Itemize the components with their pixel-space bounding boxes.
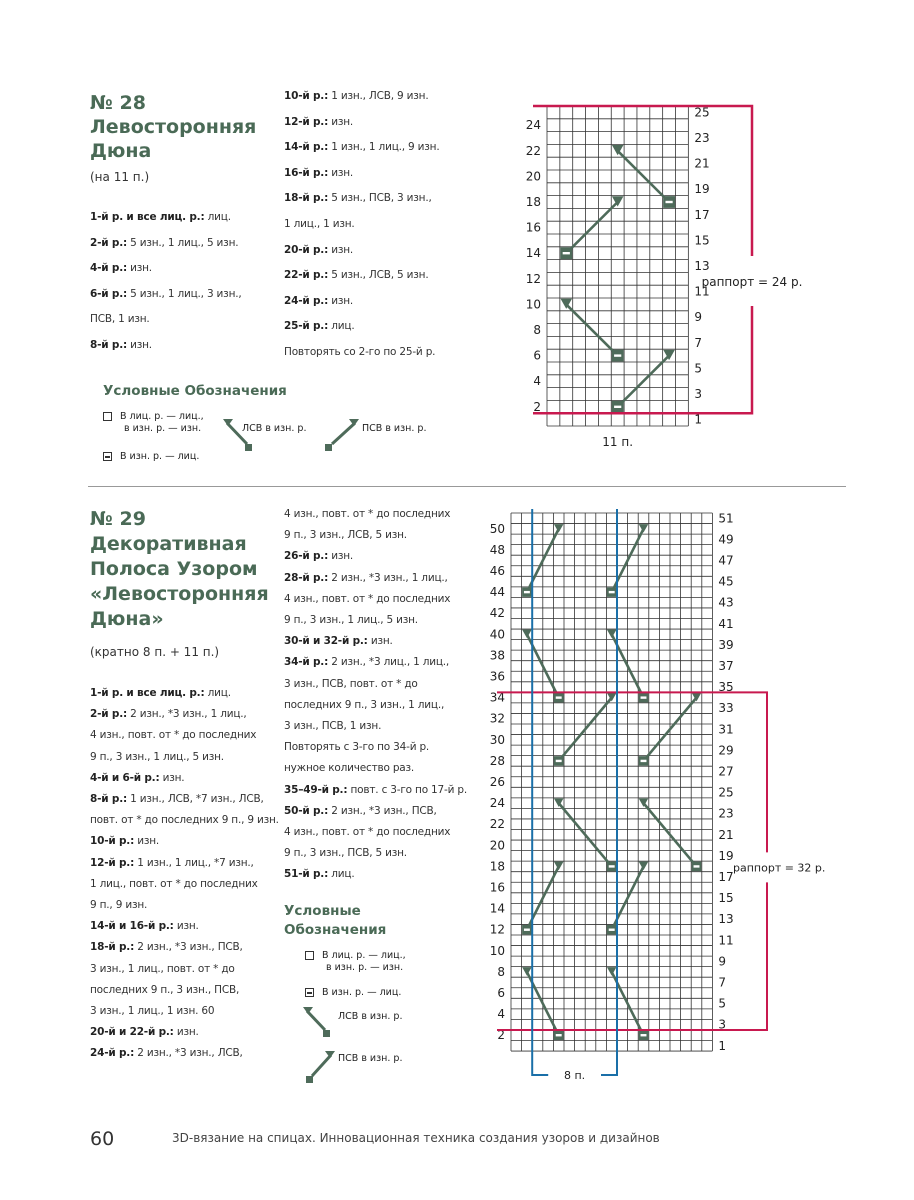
lsv-symbol-icon <box>302 1006 338 1042</box>
pattern-28-title-line1: Левосторонняя <box>90 116 257 138</box>
section-divider <box>88 486 846 487</box>
minus-mark-icon <box>563 252 570 254</box>
row-number-left: 6 <box>533 348 541 363</box>
row-number-left: 22 <box>489 817 505 832</box>
row-number-right: 5 <box>694 361 702 376</box>
row-text: ПСВ, 1 изн. <box>90 313 150 326</box>
row-label: 18-й р.: <box>284 192 329 205</box>
psv-twist-line <box>566 202 617 253</box>
row-label: 4-й и 6-й р.: <box>90 771 160 784</box>
row-number-right: 25 <box>694 105 710 120</box>
psv-twist-line <box>618 356 669 407</box>
twist-triangle-icon <box>554 862 564 870</box>
repeat-bracket-bottom <box>533 306 752 413</box>
row-number-left: 16 <box>489 880 505 895</box>
row-text: изн. <box>159 771 185 784</box>
row-number-left: 8 <box>497 964 505 979</box>
row-text: 2 изн., *3 изн., 1 лиц., <box>328 571 448 584</box>
repeat-label: раппорт = 24 р. <box>701 275 803 289</box>
row-text: 9 п., 3 изн., 1 лиц., 5 изн. <box>90 750 224 763</box>
instruction-line <box>90 307 280 333</box>
row-number-left: 20 <box>489 838 505 853</box>
row-label: 51-й р.: <box>284 868 329 881</box>
instruction-line <box>284 631 484 652</box>
row-text: 1 лиц., 1 изн. <box>284 217 355 230</box>
row-number-right: 35 <box>718 680 734 695</box>
row-label: 35–49-й р.: <box>284 783 348 796</box>
pattern-29-subtitle: (кратно 8 п. + 11 п.) <box>90 645 220 659</box>
row-label: 16-й р.: <box>284 166 329 179</box>
row-number-right: 7 <box>694 335 702 350</box>
row-number-left: 6 <box>497 986 505 1001</box>
row-number-right: 45 <box>718 574 734 589</box>
row-number-left: 14 <box>489 901 505 916</box>
pattern-29-legend-title: Условные Обозначения <box>284 903 387 938</box>
row-number-right: 1 <box>694 412 702 427</box>
row-number-left: 4 <box>533 374 541 389</box>
row-text: изн. <box>134 835 160 848</box>
minus-mark-icon <box>614 354 621 356</box>
legend29-psv-label: ПСВ в изн. р. <box>338 1053 403 1064</box>
row-label: 12-й р.: <box>284 115 329 128</box>
row-number-right: 13 <box>718 912 734 927</box>
row-text: изн. <box>328 243 354 256</box>
row-text: 9 п., 9 изн. <box>90 899 148 912</box>
instruction-line <box>284 546 484 567</box>
instruction-line <box>90 916 285 937</box>
row-number-left: 4 <box>497 1007 505 1022</box>
row-text: 9 п., 3 изн., ЛСВ, 5 изн. <box>284 529 407 542</box>
row-number-right: 5 <box>718 996 727 1011</box>
row-number-left: 24 <box>489 796 505 811</box>
row-label: 1-й р. и все лиц. р.: <box>90 687 205 699</box>
instruction-line <box>284 843 484 864</box>
instruction-line <box>284 263 484 289</box>
instruction-line <box>284 135 484 161</box>
twist-triangle-icon <box>522 630 532 638</box>
row-label: 24-й р.: <box>90 1047 135 1060</box>
minus-mark-icon <box>609 865 615 867</box>
twist-triangle-icon <box>522 967 532 975</box>
minus-mark-icon <box>641 696 647 698</box>
row-text: изн. <box>328 166 354 179</box>
row-text: изн. <box>173 1026 199 1039</box>
row-text: последних 9 п., 3 изн., 1 лиц., <box>284 698 445 711</box>
row-number-right: 21 <box>718 827 734 842</box>
row-number-right: 51 <box>718 511 734 526</box>
row-text: 2 изн., *3 изн., 1 лиц., <box>126 708 247 721</box>
row-number-right: 41 <box>718 616 734 631</box>
row-number-right: 37 <box>718 658 734 673</box>
row-label: 34-й р.: <box>284 656 329 669</box>
pattern-28-instructions-col1 <box>90 205 280 359</box>
row-text: изн. <box>173 920 199 933</box>
instruction-line <box>90 789 285 810</box>
minus-mark-icon <box>609 591 615 593</box>
row-number-right: 9 <box>718 954 727 969</box>
instruction-line <box>284 674 484 695</box>
pattern-29-title-line2: Полоса Узором <box>90 558 258 580</box>
minus-mark-icon <box>556 696 562 698</box>
row-number-left: 2 <box>533 399 541 414</box>
row-text: последних 9 п., 3 изн., ПСВ, <box>90 983 240 996</box>
legend29-minus-square: В изн. р. — лиц. <box>305 987 401 999</box>
row-label: 12-й р.: <box>90 856 135 869</box>
instruction-line <box>284 864 484 885</box>
row-label: 10-й р.: <box>90 835 135 848</box>
row-text: 2 изн., *3 лиц., 1 лиц., <box>328 656 450 669</box>
row-label: 2-й р.: <box>90 708 127 721</box>
instruction-line <box>90 959 285 980</box>
legend-empty-square: В лиц. р. — лиц., в изн. р. — изн. <box>103 411 204 435</box>
row-text: 4 изн., повт. от * до последних <box>284 826 451 839</box>
minus-square-icon <box>103 452 112 461</box>
row-number-left: 34 <box>489 690 505 705</box>
row-text: 3 изн., 1 лиц., 1 изн. 60 <box>90 1005 215 1018</box>
row-text: изн. <box>126 262 152 275</box>
instruction-line <box>284 186 484 212</box>
row-number-right: 21 <box>694 156 710 171</box>
row-number-right: 11 <box>694 284 710 299</box>
row-text: 5 изн., ЛСВ, 5 изн. <box>328 269 429 282</box>
row-text: 3 изн., ПСВ, повт. от * до <box>284 677 418 690</box>
pattern-28-instructions-col2 <box>284 84 484 366</box>
row-text: 5 изн., 1 лиц., 3 изн., <box>126 287 242 300</box>
row-number-left: 2 <box>497 1028 505 1043</box>
pattern-29-title-line3: «Левосторонняя <box>90 583 269 605</box>
row-number-left: 16 <box>525 220 541 235</box>
row-number-left: 30 <box>489 732 505 747</box>
row-number-right: 39 <box>718 637 734 652</box>
row-number-left: 26 <box>489 775 505 790</box>
row-text: лиц. <box>328 868 355 881</box>
row-number-left: 12 <box>489 922 505 937</box>
minus-mark-icon <box>609 929 615 931</box>
row-number-left: 28 <box>489 753 505 768</box>
instruction-line <box>90 895 285 916</box>
row-label: 24-й р.: <box>284 294 329 307</box>
row-number-left: 46 <box>489 564 505 579</box>
row-text: изн. <box>328 550 354 563</box>
row-label: 10-й р.: <box>284 90 329 102</box>
row-label: 30-й и 32-й р.: <box>284 635 368 648</box>
instruction-line <box>90 874 285 895</box>
row-text: 1 изн., 1 лиц., *7 изн., <box>134 856 254 869</box>
book-title: 3D-вязание на спицах. Инновационная техника создания узоров и дизайнов <box>172 1131 660 1145</box>
row-number-left: 24 <box>525 118 541 133</box>
instruction-line <box>284 525 484 546</box>
row-label: 28-й р.: <box>284 571 329 584</box>
row-number-left: 14 <box>525 246 541 261</box>
instruction-line <box>90 747 285 768</box>
row-text: 4 изн., повт. от * до последних <box>284 508 451 520</box>
row-text: изн. <box>367 635 393 648</box>
twist-triangle-icon <box>607 630 617 638</box>
minus-mark-icon <box>641 760 647 762</box>
row-label: 8-й р.: <box>90 338 127 351</box>
row-number-right: 13 <box>694 259 710 273</box>
row-label: 25-й р.: <box>284 320 329 333</box>
psv-symbol-icon <box>302 1050 338 1086</box>
instruction-line <box>90 1022 285 1043</box>
row-number-right: 11 <box>718 933 734 948</box>
lsv-twist-line <box>566 304 617 355</box>
instruction-line <box>284 695 484 716</box>
row-number-left: 18 <box>525 195 541 209</box>
minus-square-icon <box>305 988 314 997</box>
row-number-left: 12 <box>525 271 541 286</box>
row-text: 5 изн., ПСВ, 3 изн., <box>328 192 432 205</box>
row-number-left: 32 <box>489 711 505 726</box>
row-number-right: 15 <box>718 891 734 906</box>
instruction-line <box>90 853 285 874</box>
psv-symbol-icon <box>320 418 360 454</box>
row-number-right: 3 <box>694 387 702 401</box>
instruction-line <box>90 704 285 725</box>
pattern-28-number: № 28 <box>90 92 146 114</box>
twist-triangle-icon <box>639 862 649 870</box>
row-number-right: 49 <box>718 532 734 547</box>
row-number-right: 29 <box>718 743 734 758</box>
instruction-line <box>90 980 285 1001</box>
minus-mark-icon <box>614 406 621 408</box>
row-label: 50-й р.: <box>284 804 329 817</box>
row-number-right: 23 <box>694 131 710 145</box>
minus-mark-icon <box>556 1034 562 1036</box>
legend-lsv-label: ЛСВ в изн. р. <box>242 423 307 434</box>
instruction-line <box>90 282 280 308</box>
row-label: 20-й р.: <box>284 243 329 256</box>
row-number-right: 25 <box>718 785 734 800</box>
instruction-line <box>90 231 280 257</box>
instruction-line <box>90 768 285 789</box>
row-text: 9 п., 3 изн., 1 лиц., 5 изн. <box>284 614 418 627</box>
row-number-left: 22 <box>525 143 541 158</box>
row-text: лиц. <box>204 687 231 699</box>
minus-mark-icon <box>641 1034 647 1036</box>
repeat-bracket-top <box>533 106 752 256</box>
row-label: 26-й р.: <box>284 550 329 563</box>
row-number-left: 20 <box>525 169 541 184</box>
instruction-line <box>90 683 285 704</box>
row-text: 2 изн., *3 изн., ПСВ, <box>134 941 243 954</box>
instruction-line <box>284 780 484 801</box>
row-label: 20-й и 22-й р.: <box>90 1026 174 1039</box>
row-text: изн. <box>126 338 152 351</box>
instruction-line <box>90 725 285 746</box>
row-number-right: 7 <box>718 975 727 990</box>
pattern-28-chart <box>500 95 860 455</box>
row-text: 1 изн., ЛСВ, *7 изн., ЛСВ, <box>126 793 264 806</box>
row-text: лиц. <box>328 320 355 333</box>
row-number-left: 40 <box>489 627 505 642</box>
row-number-right: 17 <box>718 869 734 884</box>
instruction-line <box>284 314 484 340</box>
pattern-29-chart <box>470 500 870 1090</box>
instruction-line <box>284 340 484 366</box>
instruction-line <box>90 205 280 231</box>
row-text: 1 изн., ЛСВ, 9 изн. <box>328 90 429 102</box>
twist-triangle-icon <box>554 524 564 532</box>
row-text: 4 изн., повт. от * до последних <box>284 592 451 605</box>
instruction-line <box>284 610 484 631</box>
row-number-right: 3 <box>718 1017 727 1032</box>
instruction-line <box>90 831 285 852</box>
pattern-29-number: № 29 <box>90 508 146 530</box>
instruction-line <box>284 758 484 779</box>
row-text: Повторять с 3-го по 34-й р. <box>284 741 430 754</box>
pattern-29-title-line1: Декоративная <box>90 533 247 555</box>
minus-mark-icon <box>665 201 672 203</box>
row-label: 18-й р.: <box>90 941 135 954</box>
row-label: 8-й р.: <box>90 793 127 806</box>
row-label: 14-й р.: <box>284 141 329 154</box>
instruction-line <box>90 256 280 282</box>
instruction-line <box>284 801 484 822</box>
row-number-left: 8 <box>533 323 541 337</box>
minus-mark-icon <box>524 591 530 593</box>
row-text: 2 изн., *3 изн., ПСВ, <box>328 804 437 817</box>
pattern-28-legend-title: Условные Обозначения <box>103 383 287 399</box>
stitch-count-label: 11 п. <box>602 435 634 449</box>
row-number-right: 1 <box>718 1038 727 1053</box>
instruction-line <box>284 238 484 264</box>
legend29-empty-square: В лиц. р. — лиц., в изн. р. — изн. <box>305 950 406 974</box>
pattern-29-instructions-col2 <box>284 504 484 886</box>
pattern-28-title-line2: Дюна <box>90 140 152 162</box>
twist-triangle-icon <box>639 524 649 532</box>
row-label: 1-й р. и все лиц. р.: <box>90 211 205 223</box>
row-number-right: 27 <box>718 764 734 779</box>
stitch-count-label: 8 п. <box>564 1069 586 1083</box>
row-label: 4-й р.: <box>90 262 127 275</box>
pattern-29-instructions-col1 <box>90 683 285 1065</box>
instruction-line <box>284 110 484 136</box>
instruction-line <box>284 737 484 758</box>
instruction-line <box>284 652 484 673</box>
row-number-right: 31 <box>718 722 734 737</box>
minus-mark-icon <box>524 929 530 931</box>
minus-mark-icon <box>694 865 700 867</box>
row-text: изн. <box>328 294 354 307</box>
row-text: 4 изн., повт. от * до последних <box>90 729 257 742</box>
row-text: 9 п., 3 изн., ПСВ, 5 изн. <box>284 847 407 860</box>
row-text: 1 лиц., повт. от * до последних <box>90 877 258 890</box>
instruction-line <box>90 810 285 831</box>
instruction-line <box>284 289 484 315</box>
row-label: 14-й и 16-й р.: <box>90 920 174 933</box>
row-number-left: 42 <box>489 606 505 621</box>
legend29-lsv-label: ЛСВ в изн. р. <box>338 1011 403 1022</box>
row-text: повт. с 3-го по 17-й р. <box>347 783 467 796</box>
empty-square-icon <box>305 951 314 960</box>
row-text: лиц. <box>204 211 231 223</box>
row-number-right: 43 <box>718 595 734 610</box>
row-number-right: 19 <box>718 848 734 863</box>
empty-square-icon <box>103 412 112 421</box>
row-text: повт. от * до последних 9 п., 9 изн. <box>90 814 279 827</box>
repeat-label: раппорт = 32 р. <box>733 861 826 875</box>
instruction-line <box>90 1001 285 1022</box>
row-number-right: 9 <box>694 310 702 325</box>
legend-minus-square: В изн. р. — лиц. <box>103 451 199 463</box>
instruction-line <box>284 589 484 610</box>
twist-triangle-icon <box>607 967 617 975</box>
instruction-line <box>90 937 285 958</box>
instruction-line <box>284 568 484 589</box>
instruction-line <box>284 716 484 737</box>
row-text: 5 изн., 1 лиц., 5 изн. <box>126 236 239 249</box>
legend-psv-label: ПСВ в изн. р. <box>362 423 427 434</box>
instruction-line <box>284 504 484 525</box>
row-number-right: 33 <box>718 701 734 716</box>
row-number-right: 19 <box>694 182 710 197</box>
instruction-line <box>90 1043 285 1064</box>
row-number-left: 10 <box>525 297 541 312</box>
page-number: 60 <box>90 1128 115 1150</box>
row-number-left: 18 <box>489 859 505 874</box>
row-number-right: 15 <box>694 233 710 248</box>
row-number-right: 17 <box>694 207 710 222</box>
row-text: 3 изн., 1 лиц., повт. от * до <box>90 962 235 975</box>
row-number-left: 48 <box>489 542 505 557</box>
row-label: 22-й р.: <box>284 269 329 282</box>
row-number-right: 23 <box>718 806 734 821</box>
row-text: изн. <box>328 115 354 128</box>
instruction-line <box>284 822 484 843</box>
row-number-left: 36 <box>489 669 505 684</box>
instruction-line <box>284 212 484 238</box>
instruction-line <box>284 84 484 110</box>
row-text: Повторять со 2-го по 25-й р. <box>284 345 436 358</box>
row-number-left: 38 <box>489 648 505 663</box>
row-number-left: 50 <box>489 521 505 536</box>
pattern-28-subtitle: (на 11 п.) <box>90 170 150 184</box>
pattern-29-title-line4: Дюна» <box>90 608 164 630</box>
row-text: 2 изн., *3 изн., ЛСВ, <box>134 1047 243 1060</box>
row-label: 6-й р.: <box>90 287 127 300</box>
row-label: 2-й р.: <box>90 236 127 249</box>
row-text: нужное количество раз. <box>284 762 415 775</box>
minus-mark-icon <box>556 760 562 762</box>
row-text: 3 изн., ПСВ, 1 изн. <box>284 720 382 733</box>
row-text: 1 изн., 1 лиц., 9 изн. <box>328 141 440 154</box>
lsv-twist-line <box>618 151 669 202</box>
row-number-left: 10 <box>489 943 505 958</box>
instruction-line <box>90 333 280 359</box>
instruction-line <box>284 161 484 187</box>
row-number-right: 47 <box>718 553 734 568</box>
row-number-left: 44 <box>489 585 505 600</box>
